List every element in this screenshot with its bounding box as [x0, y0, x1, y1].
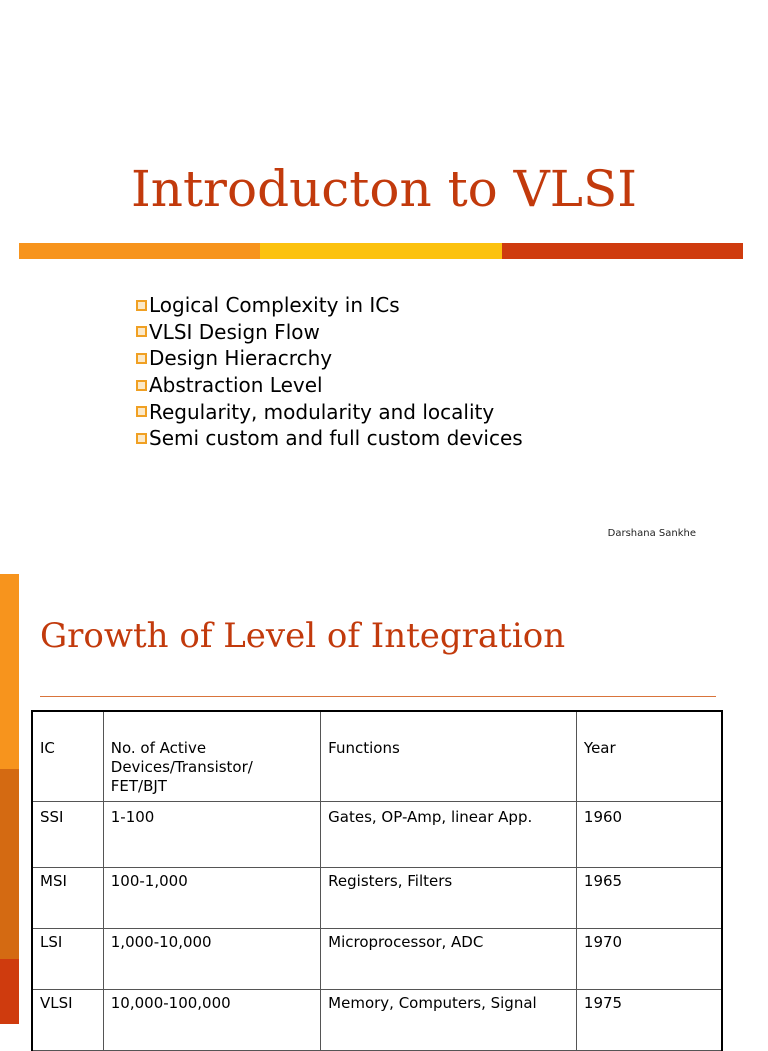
table-cell: 1-100: [103, 802, 320, 868]
table-cell: SSI: [32, 802, 103, 868]
list-item-text: Logical Complexity in ICs: [149, 293, 400, 318]
list-item-text: Semi custom and full custom devices: [149, 426, 523, 451]
list-item: [136, 372, 523, 399]
header-cell-devices: No. of Active Devices/Transistor/ FET/BJT: [103, 711, 320, 802]
table-header-row: [32, 711, 722, 802]
table-cell: 1970: [576, 929, 722, 990]
list-item: [136, 425, 523, 452]
divider-segment-orange: [19, 243, 260, 259]
list-item-text: Regularity, modularity and locality: [149, 399, 495, 424]
header-cell-functions: Functions: [321, 711, 577, 802]
header-cell-ic: IC: [32, 711, 103, 802]
table-cell: Memory, Computers, Signal: [321, 990, 577, 1051]
list-item-text: Design Hieracrchy: [149, 346, 333, 371]
square-bullet-icon: [136, 300, 147, 311]
table-cell: 1960: [576, 802, 722, 868]
slide-title: Growth of Level of Integration: [40, 616, 566, 656]
list-item: [136, 345, 523, 372]
table-cell: 10,000-100,000: [103, 990, 320, 1051]
list-item: [136, 292, 523, 319]
title-underline: [40, 696, 716, 697]
author-name: Darshana Sankhe: [607, 528, 696, 539]
table-cell: Registers, Filters: [321, 868, 577, 929]
table-cell: 1,000-10,000: [103, 929, 320, 990]
table-cell: 1975: [576, 990, 722, 1051]
sidebar-accent: [0, 574, 19, 1024]
list-item: [136, 398, 523, 425]
table-row: [32, 990, 722, 1051]
table-row: [32, 929, 722, 990]
title-divider-bar: [19, 243, 743, 259]
integration-table: [31, 710, 723, 1051]
header-cell-year: Year: [576, 711, 722, 802]
table-row: [32, 802, 722, 868]
table-row: [32, 868, 722, 929]
divider-segment-yellow: [260, 243, 501, 259]
slide-2: [0, 574, 768, 1024]
table-cell: Gates, OP-Amp, linear App.: [321, 802, 577, 868]
square-bullet-icon: [136, 353, 147, 364]
list-item-text: VLSI Design Flow: [149, 319, 320, 344]
list-item-text: Abstraction Level: [149, 373, 323, 398]
square-bullet-icon: [136, 406, 147, 417]
square-bullet-icon: [136, 326, 147, 337]
sidebar-segment-red: [0, 959, 19, 1024]
square-bullet-icon: [136, 380, 147, 391]
square-bullet-icon: [136, 433, 147, 444]
divider-segment-red: [502, 243, 743, 259]
sidebar-segment-orange: [0, 574, 19, 769]
list-item: [136, 319, 523, 346]
table-cell: LSI: [32, 929, 103, 990]
table-cell: 1965: [576, 868, 722, 929]
topic-list: [136, 292, 523, 452]
table-cell: MSI: [32, 868, 103, 929]
table-cell: Microprocessor, ADC: [321, 929, 577, 990]
slide-title: Introducton to VLSI: [131, 160, 637, 218]
table-cell: 100-1,000: [103, 868, 320, 929]
sidebar-segment-dark-orange: [0, 769, 19, 959]
table-cell: VLSI: [32, 990, 103, 1051]
